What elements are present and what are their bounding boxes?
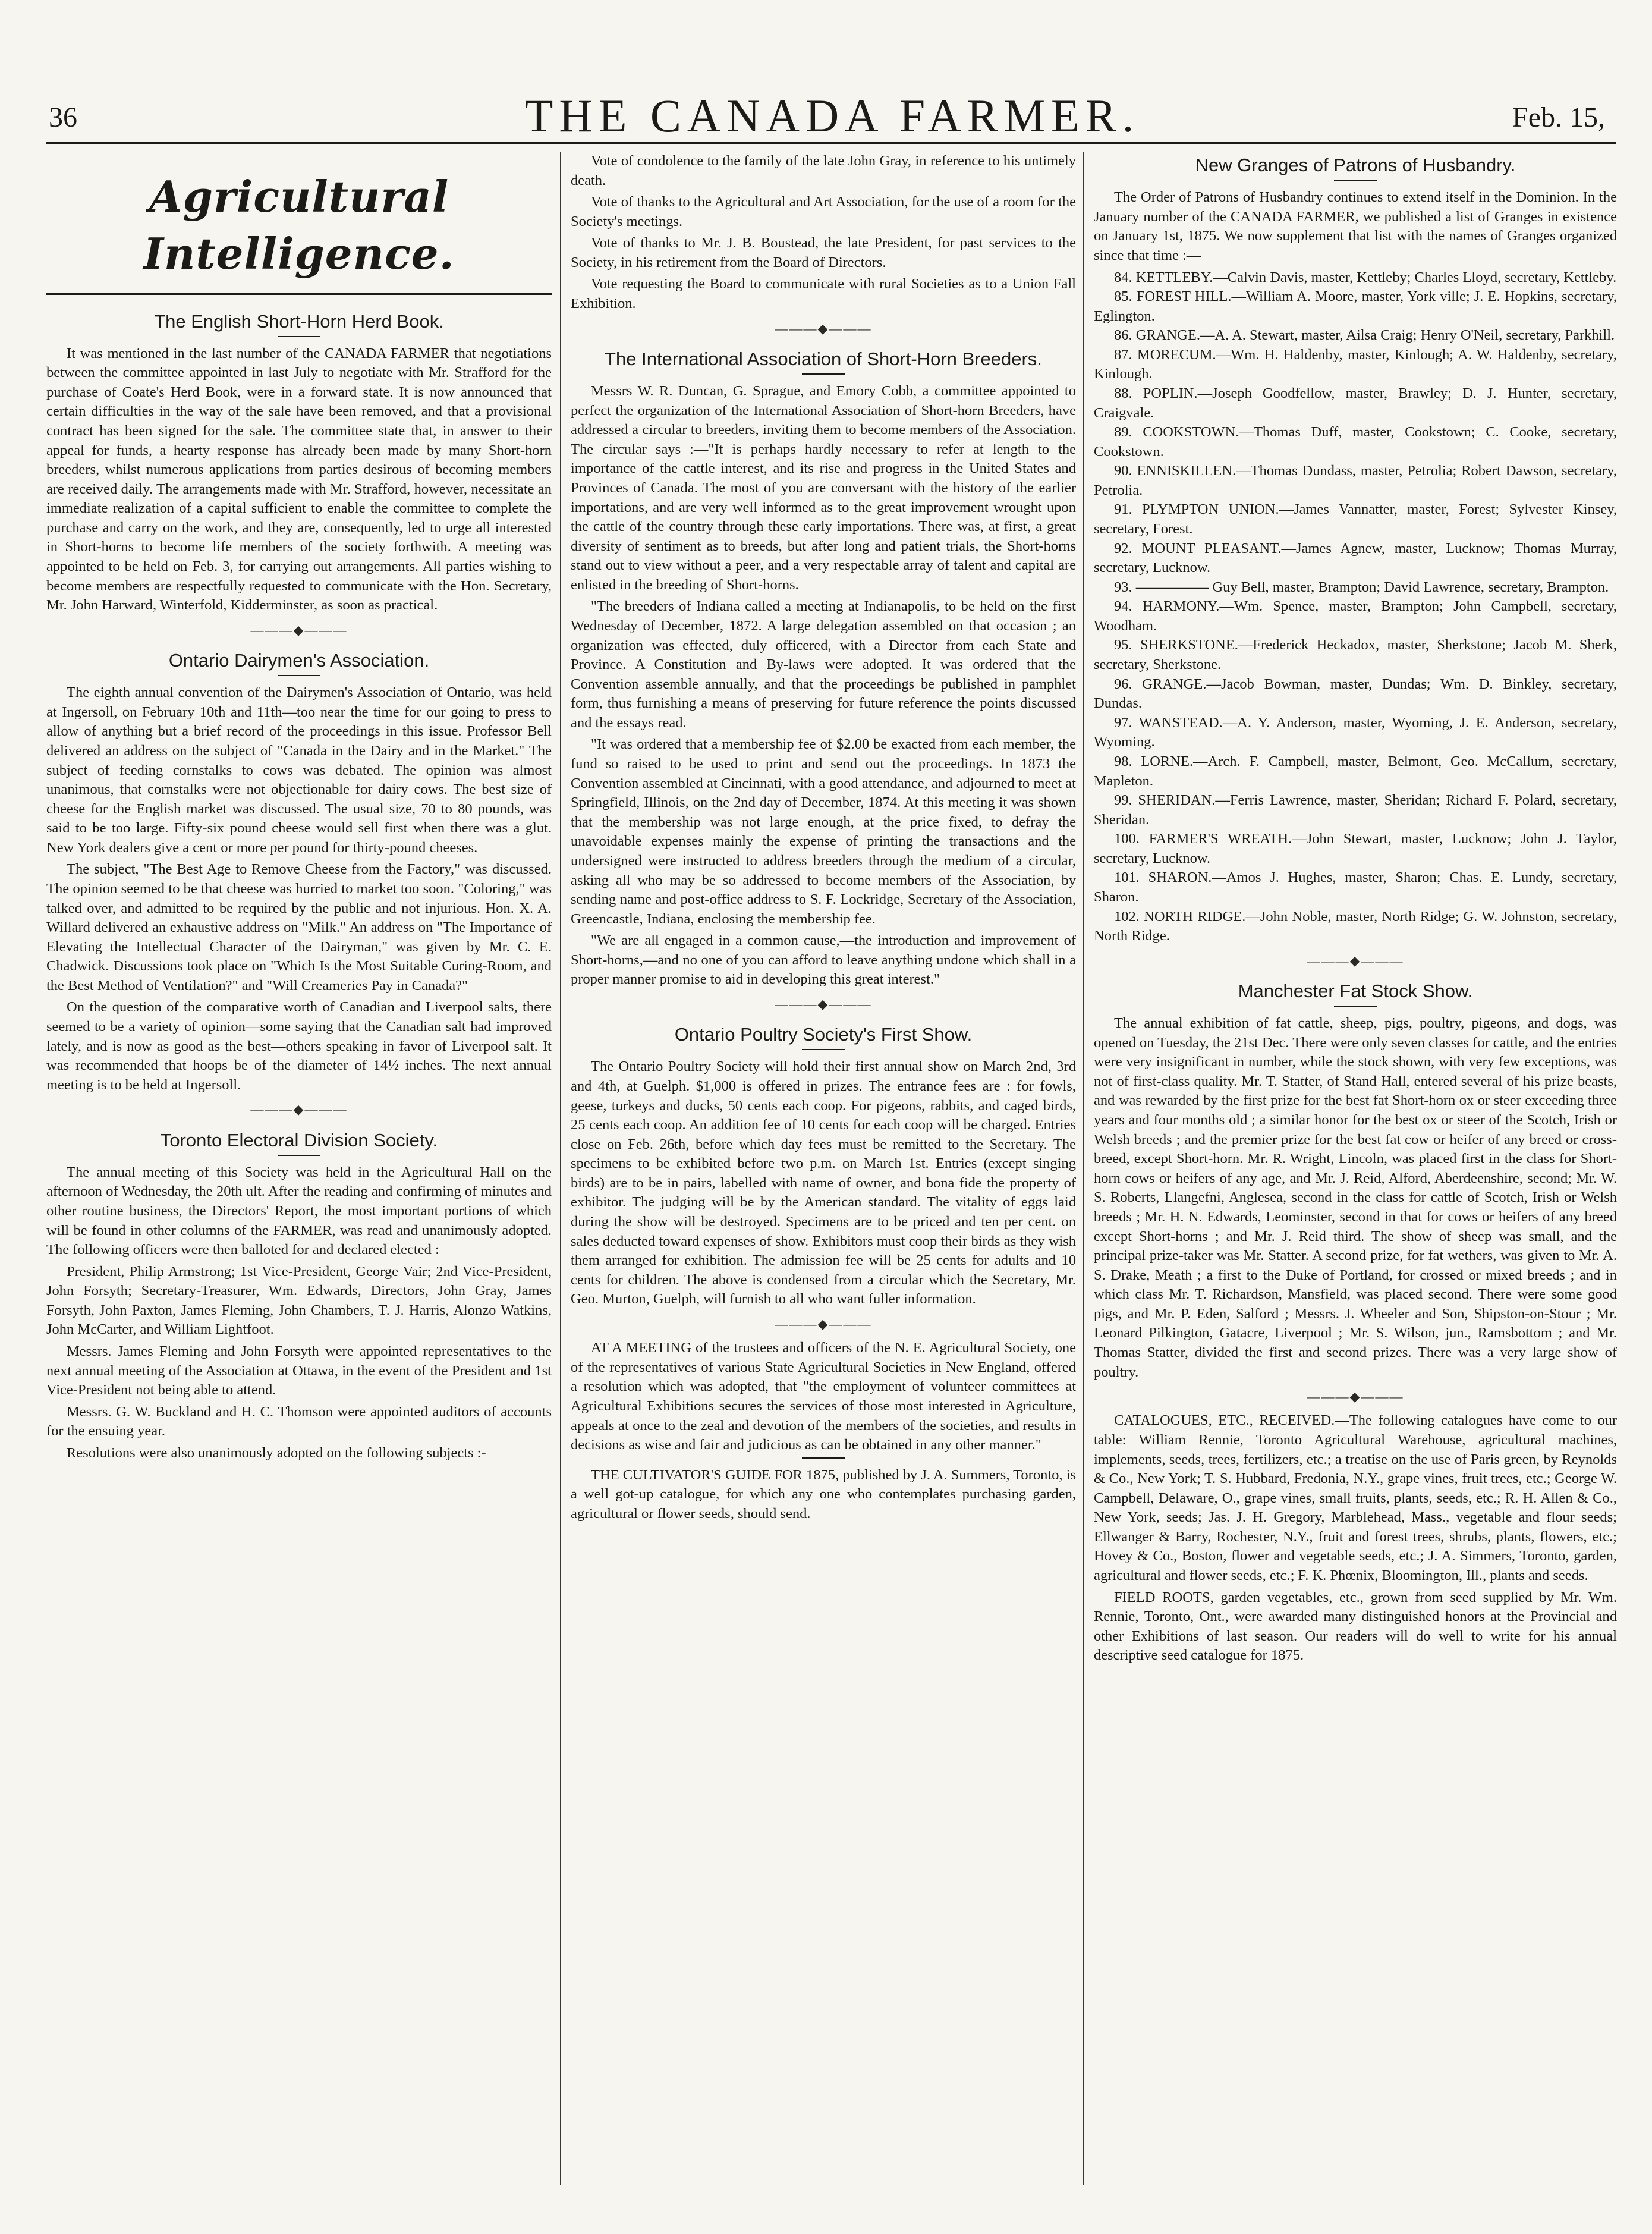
column-1 [46,152,552,2185]
column-2 [571,152,1076,2185]
article-separator: ———◆——— [775,996,872,1011]
paragraph: Messrs. James Fleming and John Forsyth were appointed representatives to the next annual meeting of the Association at Ottawa, in the event of the President and 1st Vice-President not being able to attend. [46,1343,552,1399]
newspaper-title: THE CANADA FARMER. [524,90,1140,142]
paragraph: Vote requesting the Board to communicate with rural Societies as to a Union Fall Exhibition. [571,276,1076,312]
grange-entry: 85. FOREST HILL.—William A. Moore, master, York ville; J. E. Hopkins, secretary, Eglington. [1094,288,1617,324]
article-title: The English Short-Horn Herd Book. [154,310,444,332]
grange-entry: 99. SHERIDAN.—Ferris Lawrence, master, Sheridan; Richard F. Polard, secretary, Sheridan. [1094,792,1617,828]
masthead [36,89,1629,143]
grange-entry: 92. MOUNT PLEASANT.—James Agnew, master, Lucknow; Thomas Murray, secretary, Lucknow. [1094,540,1617,576]
title-rule [1334,180,1377,181]
paragraph: On the question of the comparative worth of Canadian and Liverpool salts, there seemed to be a variety of opinion—some saying that the Canadian salt had improved lately, and is now as good as the best—others speaking in favor of Liverpool salt. It was recommended that hoops be of the diameter of 14½ inches. The next annual meeting is to be held at Ingersoll. [46,999,552,1093]
grange-entry: 98. LORNE.—Arch. F. Campbell, master, Belmont, Geo. McCallum, secretary, Mapleton. [1094,753,1617,789]
paragraph: The eighth annual convention of the Dairymen's Association of Ontario, was held at Ingersoll, on February 10th and 11th—too near the time for our going to press to allow of anything but a brief record of the proceedings in this issue. Professor Bell delivered an address on the subject of "Canada in the Dairy and in the Market." The subject of feeding cornstalks to cows was debated. The opinion was almost unanimous, that cornstalks were not objectionable for dairy cows. The best size of cheese for the English market was discussed. The usual size, 70 to 80 pounds, was said to be too large. Fifty-six pound cheese would sell first when there was a glut. New York dealers give a cent or more per pound for thirty-pound cheeses. [46,684,552,856]
paragraph: The Order of Patrons of Husbandry continues to extend itself in the Dominion. In the January number of the CANADA FARMER, we published a list of Granges in existence on January 1st, 1875. We now supplement that list with the names of Granges organized since that time :— [1094,189,1617,263]
grange-entry: 88. POPLIN.—Joseph Goodfellow, master, Brawley; D. J. Hunter, secretary, Craigvale. [1094,385,1617,421]
paragraph: The subject, "The Best Age to Remove Cheese from the Factory," was discussed. The opinion seemed to be that cheese was hurried to market too soon. "Coloring," was talked over, and admitted to be required by the public and not injurious. Hon. X. A. Willard delivered an exhaustive address on "Milk." An address on "The Importance of Elevating the Intellectual Character of the Dairyman," was given by Mr. C. E. Chadwick. Discussions took place on "Which Is the Most Suitable Curing-Room, and the Best Method of Ventilation?" and "Will Creameries Pay in Canada?" [46,861,552,994]
grange-entry: 86. GRANGE.—A. A. Stewart, master, Ailsa Craig; Henry O'Neil, secretary, Parkhill. [1114,327,1615,344]
paragraph: President, Philip Armstrong; 1st Vice-President, George Vair; 2nd Vice-President, John Forsyth; Secretary-Treasurer, Wm. Edwards, Directors, John Gray, James Forsyth, John Paxton, James Fleming, John Chambers, T. J. Harris, Alonzo Watkins, John McCarter, and William Lightfoot. [46,1263,552,1338]
paragraph: Resolutions were also unanimously adopted on the following subjects :- [67,1444,486,1461]
column-divider [1083,152,1084,2185]
paragraph: The annual meeting of this Society was held in the Agricultural Hall on the afternoon of Wednesday, the 20th ult. After the reading and confirming of minutes and other routine business, the Directors' Report, the most important portions of which will be found in other columns of the FARMER, was read and unanimously adopted. The following officers were then balloted for and declared elected : [46,1164,552,1258]
grange-list [1094,268,1617,946]
banner-rule [46,293,552,295]
grange-entry: 87. MORECUM.—Wm. H. Haldenby, master, Kinlough; A. W. Haldenby, secretary, Kinlough. [1094,346,1617,382]
masthead-rule [46,142,1616,144]
grange-entry: 102. NORTH RIDGE.—John Noble, master, North Ridge; G. W. Johnston, secretary, North Ridge. [1094,908,1617,944]
paragraph: AT A MEETING of the trustees and officers of the N. E. Agricultural Society, one of the representatives of various State Agricultural Societies in New England, offered a resolution which was adopted, that "the employment of volunteer committees at Agricultural Exhibitions secures the services of those most interested in Agriculture, appeals at once to the zeal and devotion of the members of the societies, and results in decisions as wise and fair and judicious as can be obtained in any other manner." [571,1340,1076,1453]
section-banner: Agricultural Intelligence. [143,171,455,279]
grange-entry: 97. WANSTEAD.—A. Y. Anderson, master, Wyoming, J. E. Anderson, secretary, Wyoming. [1094,714,1617,750]
paragraph: Vote of thanks to the Agricultural and Art Association, for the use of a room for the Society's meetings. [571,194,1076,230]
paragraph: "The breeders of Indiana called a meeting at Indianapolis, to be held on the first Wednesday of December, 1872. A large delegation assembled on that occasion ; an organization was effected, duly officered, with a Director from each State and Province. A Constitution and By-laws were adopted. It was ordered that the Convention assemble annually, and that the proceedings be published in pamphlet form, thus furnishing a means of preserving for future reference the points discussed and the essays read. [571,598,1076,731]
title-rule [802,1049,845,1050]
paragraph: Messrs. G. W. Buckland and H. C. Thomson were appointed auditors of accounts for the ensuing year. [46,1403,552,1440]
title-rule [278,336,320,337]
paragraph: "It was ordered that a membership fee of $2.00 be exacted from each member, the fund so raised to be used to print and send out the proceedings. In 1873 the Convention assembled at Cincinnati, with a good attendance, and adjourned to meet at Springfield, Illinois, on the 2nd day of December, 1874. At this meeting it was shown that the membership was not large enough, at the price fixed, to defray the unavoidable expenses mainly the expense of printing the transactions and the undersigned were instructed to address breeders through the medium of a circular, asking all who may be so addressed to become members of the Association, by sending name and post-office address to S. F. Lockridge, Secretary of the Association, Greencastle, Indiana, enclosing the membership fee. [571,736,1076,927]
grange-entry: 93. ————— Guy Bell, master, Brampton; David Lawrence, secretary, Brampton. [1114,579,1609,595]
paragraph: Vote of condolence to the family of the late John Gray, in reference to his untimely death. [571,153,1076,188]
article-title: Manchester Fat Stock Show. [1238,980,1473,1001]
article-title: Ontario Poultry Society's First Show. [674,1024,973,1045]
title-rule [278,1155,320,1156]
paragraph: The Ontario Poultry Society will hold their first annual show on March 2nd, 3rd and 4th, at Guelph. $1,000 is offered in prizes. The entrance fees are : for fowls, geese, turkeys and ducks, 50 cents each coop. For pigeons, rabbits, and caged birds, 25 cents each coop. An addition fee of 10 cents for each coop will be charged. Entries close on Feb. 26th, before which day fees must be remitted to the Secretary. The specimens to be exhibited before two p.m. on March 1st. Entries (except singing birds) are to be in pairs, labelled with name of owner, and bona fide the property of exhibitor. The judging will be by the American standard. The vitality of eggs laid during the show will be destroyed. Specimens are to be priced and ten per cent. on sales deducted toward expenses of show. Exhibitors must coop their birds as they wish them arranged for exhibition. The admission fee will be 25 cents for adults and 10 cents for children. The above is condensed from a circular which the Secretary, Mr. Geo. Murton, Guelph, will furnish to all who want fuller information. [571,1058,1076,1308]
item-rule [802,1457,845,1459]
article-title: New Granges of Patrons of Husbandry. [1195,155,1516,175]
grange-entry: 101. SHARON.—Amos J. Hughes, master, Sharon; Chas. E. Lundy, secretary, Sharon. [1094,869,1617,905]
paragraph: CATALOGUES, ETC., RECEIVED.—The following catalogues have come to our table: William Rennie, Toronto Agricultural Warehouse, agricultural machines, implements, seeds, trees, fertilizers, etc.; a treatise on the use of Paris green, by Reynolds & Co., New York; T. S. Hubbard, Fredonia, N.Y., grape vines, fruit trees, etc.; George W. Campbell, Delaware, O., grape vines, small fruits, plants, seeds, etc.; R. H. Allen & Co., New York, seeds; Jas. J. H. Gregory, Marblehead, Mass., vegetable and flour seeds; Ellwanger & Barry, Rochester, N.Y., fruit and forest trees, shrubs, plants, flowers, etc.; Hovey & Co., Boston, flower and vegetable seeds, etc.; J. A. Simmers, Toronto, garden, agricultural and flower seeds, etc.; F. K. Phœnix, Bloomington, Ill., plants and seeds. [1094,1412,1617,1584]
paragraph: THE CULTIVATOR'S GUIDE FOR 1875, published by J. A. Summers, Toronto, is a well got-up catalogue, for which any one who contemplates purchasing garden, agricultural or flower seeds, should send. [571,1466,1076,1522]
title-rule [1334,1006,1377,1007]
page-number: 36 [49,102,77,133]
article-separator: ———◆——— [775,1316,872,1331]
paragraph: "We are all engaged in a common cause,—the introduction and improvement of Short-horns,—and no one of you can afford to leave anything undone which shall in a proper manner promise to aid in developing this great interest." [571,932,1076,988]
issue-date: Feb. 15, [1512,102,1605,133]
paragraph: Vote of thanks to Mr. J. B. Boustead, the late President, for past services to the Society, in his retirement from the Board of Directors. [571,235,1076,271]
title-rule [278,675,320,676]
grange-entry: 89. COOKSTOWN.—Thomas Duff, master, Cookstown; C. Cooke, secretary, Cookstown. [1094,424,1617,460]
paragraph: Messrs W. R. Duncan, G. Sprague, and Emory Cobb, a committee appointed to perfect the organization of the International Association of Short-horn Breeders, have addressed a circular to breeders, inviting them to become members of the Association. The circular says :—"It is perhaps hardly necessary to refer at length to the importance of the cattle interest, and its rise and progress in the United States and Provinces of Canada. The most of you are conversant with the history of the earlier importations, and are very well informed as to the great improvement wrought upon the cattle of the country through these early importations. There was, at first, a great diversity of sentiment as to breeds, but after long and patient trials, the Short-horns stand out to view without a peer, and a very respectable array of talent and capital are enlisted in the breeding of Short-horns. [571,383,1076,593]
article-separator: ———◆——— [250,622,348,637]
grange-entry: 96. GRANGE.—Jacob Bowman, master, Dundas; Wm. D. Binkley, secretary, Dundas. [1094,675,1617,712]
article-separator: ———◆——— [1307,1389,1404,1405]
paragraph: FIELD ROOTS, garden vegetables, etc., grown from seed supplied by Mr. Wm. Rennie, Toronto, Ont., were awarded many distinguished honors at the Provincial and other Exhibitions of last season. Our readers will do well to write for his annual descriptive seed catalogue for 1875. [1094,1589,1617,1664]
grange-entry: 94. HARMONY.—Wm. Spence, master, Brampton; John Campbell, secretary, Woodham. [1094,598,1617,634]
article-separator: ———◆——— [1307,953,1404,968]
grange-entry: 95. SHERKSTONE.—Frederick Heckadox, master, Sherkstone; Jacob M. Sherk, secretary, Sherkstone. [1094,637,1617,673]
column-divider [560,152,561,2185]
grange-entry: 91. PLYMPTON UNION.—James Vannatter, master, Forest; Sylvester Kinsey, secretary, Forest. [1094,501,1617,538]
article-separator: ———◆——— [250,1102,348,1117]
article-title: Ontario Dairymen's Association. [168,650,430,671]
article-title: The International Association of Short-Horn Breeders. [605,348,1042,369]
grange-entry: 84. KETTLEBY.—Calvin Davis, master, Kettleby; Charles Lloyd, secretary, Kettleby. [1114,269,1617,285]
article-separator: ———◆——— [775,321,872,336]
paragraph: The annual exhibition of fat cattle, sheep, pigs, poultry, pigeons, and dogs, was opened on Tuesday, the 21st Dec. There were only seven classes for cattle, and the entries were very insignificant in number, while the stock shown, with very few exceptions, was not of first-class quality. Mr. T. Statter, of Stand Hall, entered several of his prize beasts, and was rewarded by the first prize for the best fat Short-horn ox or steer exceeding three years and four months old ; a similar honor for the best ox or steer of the Scotch, Irish or Welsh breeds ; and the premier prize for the best fat cow or heifer of any breed or cross-breed, except Short-horn. Mr. R. Wright, Lincoln, was placed first in the class for Short-horn cows or heifers of any age, and Mr. J. Reid, Alford, Aberdeenshire, second; Mr. W. S. Roberts, Llangefni, Anglesea, second in the class for cattle of Scotch, Irish or Welsh breeds ; Mr. H. N. Edwards, Leominster, second in that for cows or heifers of any breed except Short-horns ; and Mr. J. Reid third. The show of sheep was small, and the principal prize-taker was Mr. Statter. A second prize, for fat wethers, was given to Mr. A. S. Drake, Meath ; a first to the Duke of Portland, for crossed or mixed breeds ; and in which class Mr. T. Richardson, Mansfield, was placed second. There were some good pigs, and Mr. P. Eden, Salford ; Messrs. J. Wheeler and Son, Shipston-on-Stour ; Mr. Leonard Pilkington, Gatacre, Liverpool ; Mr. S. Wilson, jun., Ramsbottom ; and Mr. Thomas Statter, divided the first and second prizes. There was a very large show of poultry. [1094,1015,1617,1380]
article-title: Toronto Electoral Division Society. [160,1129,438,1151]
title-rule [802,373,845,375]
paragraph: It was mentioned in the last number of the CANADA FARMER that negotiations between the committee appointed in last July to negotiate with Mr. Strafford for the purchase of Coate's Herd Book, were in a forward state. It is now announced that certain difficulties in the way of the sale have been removed, and that a provisional contract has been signed for the sale. The committee state that, in answer to their appeal for funds, a hearty response has already been made by many Short-horn breeders, whilst numerous applications from parties desirous of becoming members are received daily. The arrangements made with Mr. Strafford, however, necessitate an immediate realization of a capital sufficient to enable the committee to complete the purchase and carry on the work, and they are, consequently, led to urge all interested in Short-horns to become life members of the society forthwith. A meeting was appointed to be held on Feb. 3, for carrying out arrangements. All parties wishing to become members are respectfully requested to communicate with the Hon. Secretary, Mr. John Harward, Winterfold, Kidderminster, as soon as practical. [46,345,552,614]
grange-entry: 90. ENNISKILLEN.—Thomas Dundass, master, Petrolia; Robert Dawson, secretary, Petrolia. [1094,463,1617,498]
grange-entry: 100. FARMER'S WREATH.—John Stewart, master, Lucknow; John J. Taylor, secretary, Lucknow. [1094,831,1617,866]
column-3 [1094,152,1617,2185]
